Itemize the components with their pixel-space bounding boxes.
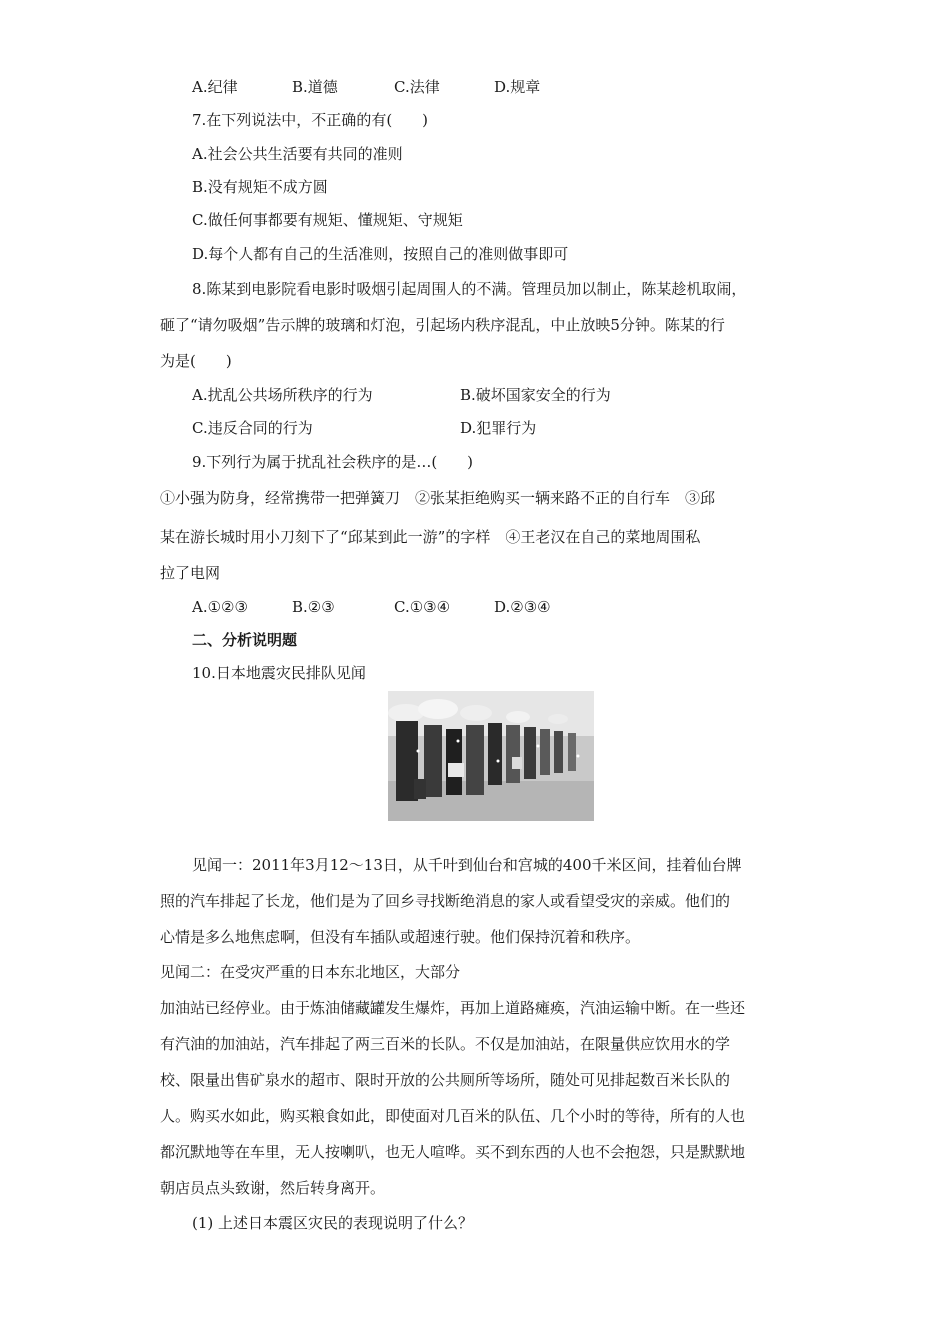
q10-p2-line-1: 见闻二：在受灾严重的日本东北地区，大部分 [160, 963, 461, 981]
q7-option-c: C.做任何事都要有规矩、懂规矩、守规矩 [192, 211, 463, 229]
queue-photo [388, 691, 594, 821]
q6-option-d: D.规章 [494, 78, 541, 96]
q10-p2-line-3: 有汽油的加油站，汽车排起了两三百米的长队。不仅是加油站，在限量供应饮用水的学 [160, 1035, 731, 1053]
q9-line-1: ①小强为防身，经常携带一把弹簧刀 ②张某拒绝购买一辆来路不正的自行车 ③邱 [160, 489, 716, 507]
q7-option-b: B.没有规矩不成方圆 [192, 178, 328, 196]
q10-p2-line-7: 朝店员点头致谢，然后转身离开。 [160, 1179, 386, 1197]
q9-option-b: B.②③ [292, 598, 335, 616]
q6-option-a: A.纪律 [192, 78, 238, 96]
q9-option-c: C.①③④ [394, 598, 451, 616]
q9-option-a: A.①②③ [192, 598, 248, 616]
q9-line-3: 拉了电网 [160, 564, 221, 582]
q7-stem: 7.在下列说法中，不正确的有( ) [192, 111, 429, 129]
q8-option-c: C.违反合同的行为 [192, 419, 313, 437]
q8-option-b: B.破坏国家安全的行为 [460, 386, 611, 404]
q10-p1-line-1: 见闻一：2011年3月12～13日，从千叶到仙台和宫城的400千米区间，挂着仙台牌 [192, 856, 742, 874]
q8-line-1: 8.陈某到电影院看电影时吸烟引起周围人的不满。管理员加以制止，陈某趁机取闹， [192, 280, 747, 298]
q10-subquestion-1: (1) 上述日本震区灾民的表现说明了什么？ [192, 1214, 474, 1232]
q8-line-3: 为是( ) [160, 352, 232, 370]
q10-p2-line-4: 校、限量出售矿泉水的超市、限时开放的公共厕所等场所，随处可见排起数百米长队的 [160, 1071, 731, 1089]
section-heading: 二、分析说明题 [192, 631, 298, 649]
q6-option-c: C.法律 [394, 78, 440, 96]
q10-p2-line-6: 都沉默地等在车里，无人按喇叭，也无人喧哗。买不到东西的人也不会抱怨，只是默默地 [160, 1143, 746, 1161]
q9-stem: 9.下列行为属于扰乱社会秩序的是…( ) [192, 453, 474, 471]
q6-option-b: B.道德 [292, 78, 338, 96]
q8-option-d: D.犯罪行为 [460, 419, 537, 437]
q10-title: 10.日本地震灾民排队见闻 [192, 664, 366, 682]
q9-option-d: D.②③④ [494, 598, 551, 616]
q10-p2-line-5: 人。购买水如此，购买粮食如此，即使面对几百米的队伍、几个小时的等待，所有的人也 [160, 1107, 746, 1125]
q7-option-a: A.社会公共生活要有共同的准则 [192, 145, 403, 163]
q10-p2-line-2: 加油站已经停业。由于炼油储藏罐发生爆炸，再加上道路瘫痪，汽油运输中断。在一些还 [160, 999, 746, 1017]
q7-option-d: D.每个人都有自己的生活准则，按照自己的准则做事即可 [192, 245, 569, 263]
q9-line-2: 某在游长城时用小刀刻下了“邱某到此一游”的字样 ④王老汉在自己的菜地周围私 [160, 528, 701, 546]
q8-option-a: A.扰乱公共场所秩序的行为 [192, 386, 373, 404]
q10-p1-line-2: 照的汽车排起了长龙，他们是为了回乡寻找断绝消息的家人或看望受灾的亲威。他们的 [160, 892, 731, 910]
q10-p1-line-3: 心情是多么地焦虑啊，但没有车插队或超速行驶。他们保持沉着和秩序。 [160, 928, 641, 946]
q8-line-2: 砸了“请勿吸烟”告示牌的玻璃和灯泡，引起场内秩序混乱，中止放映5分钟。陈某的行 [160, 316, 725, 334]
